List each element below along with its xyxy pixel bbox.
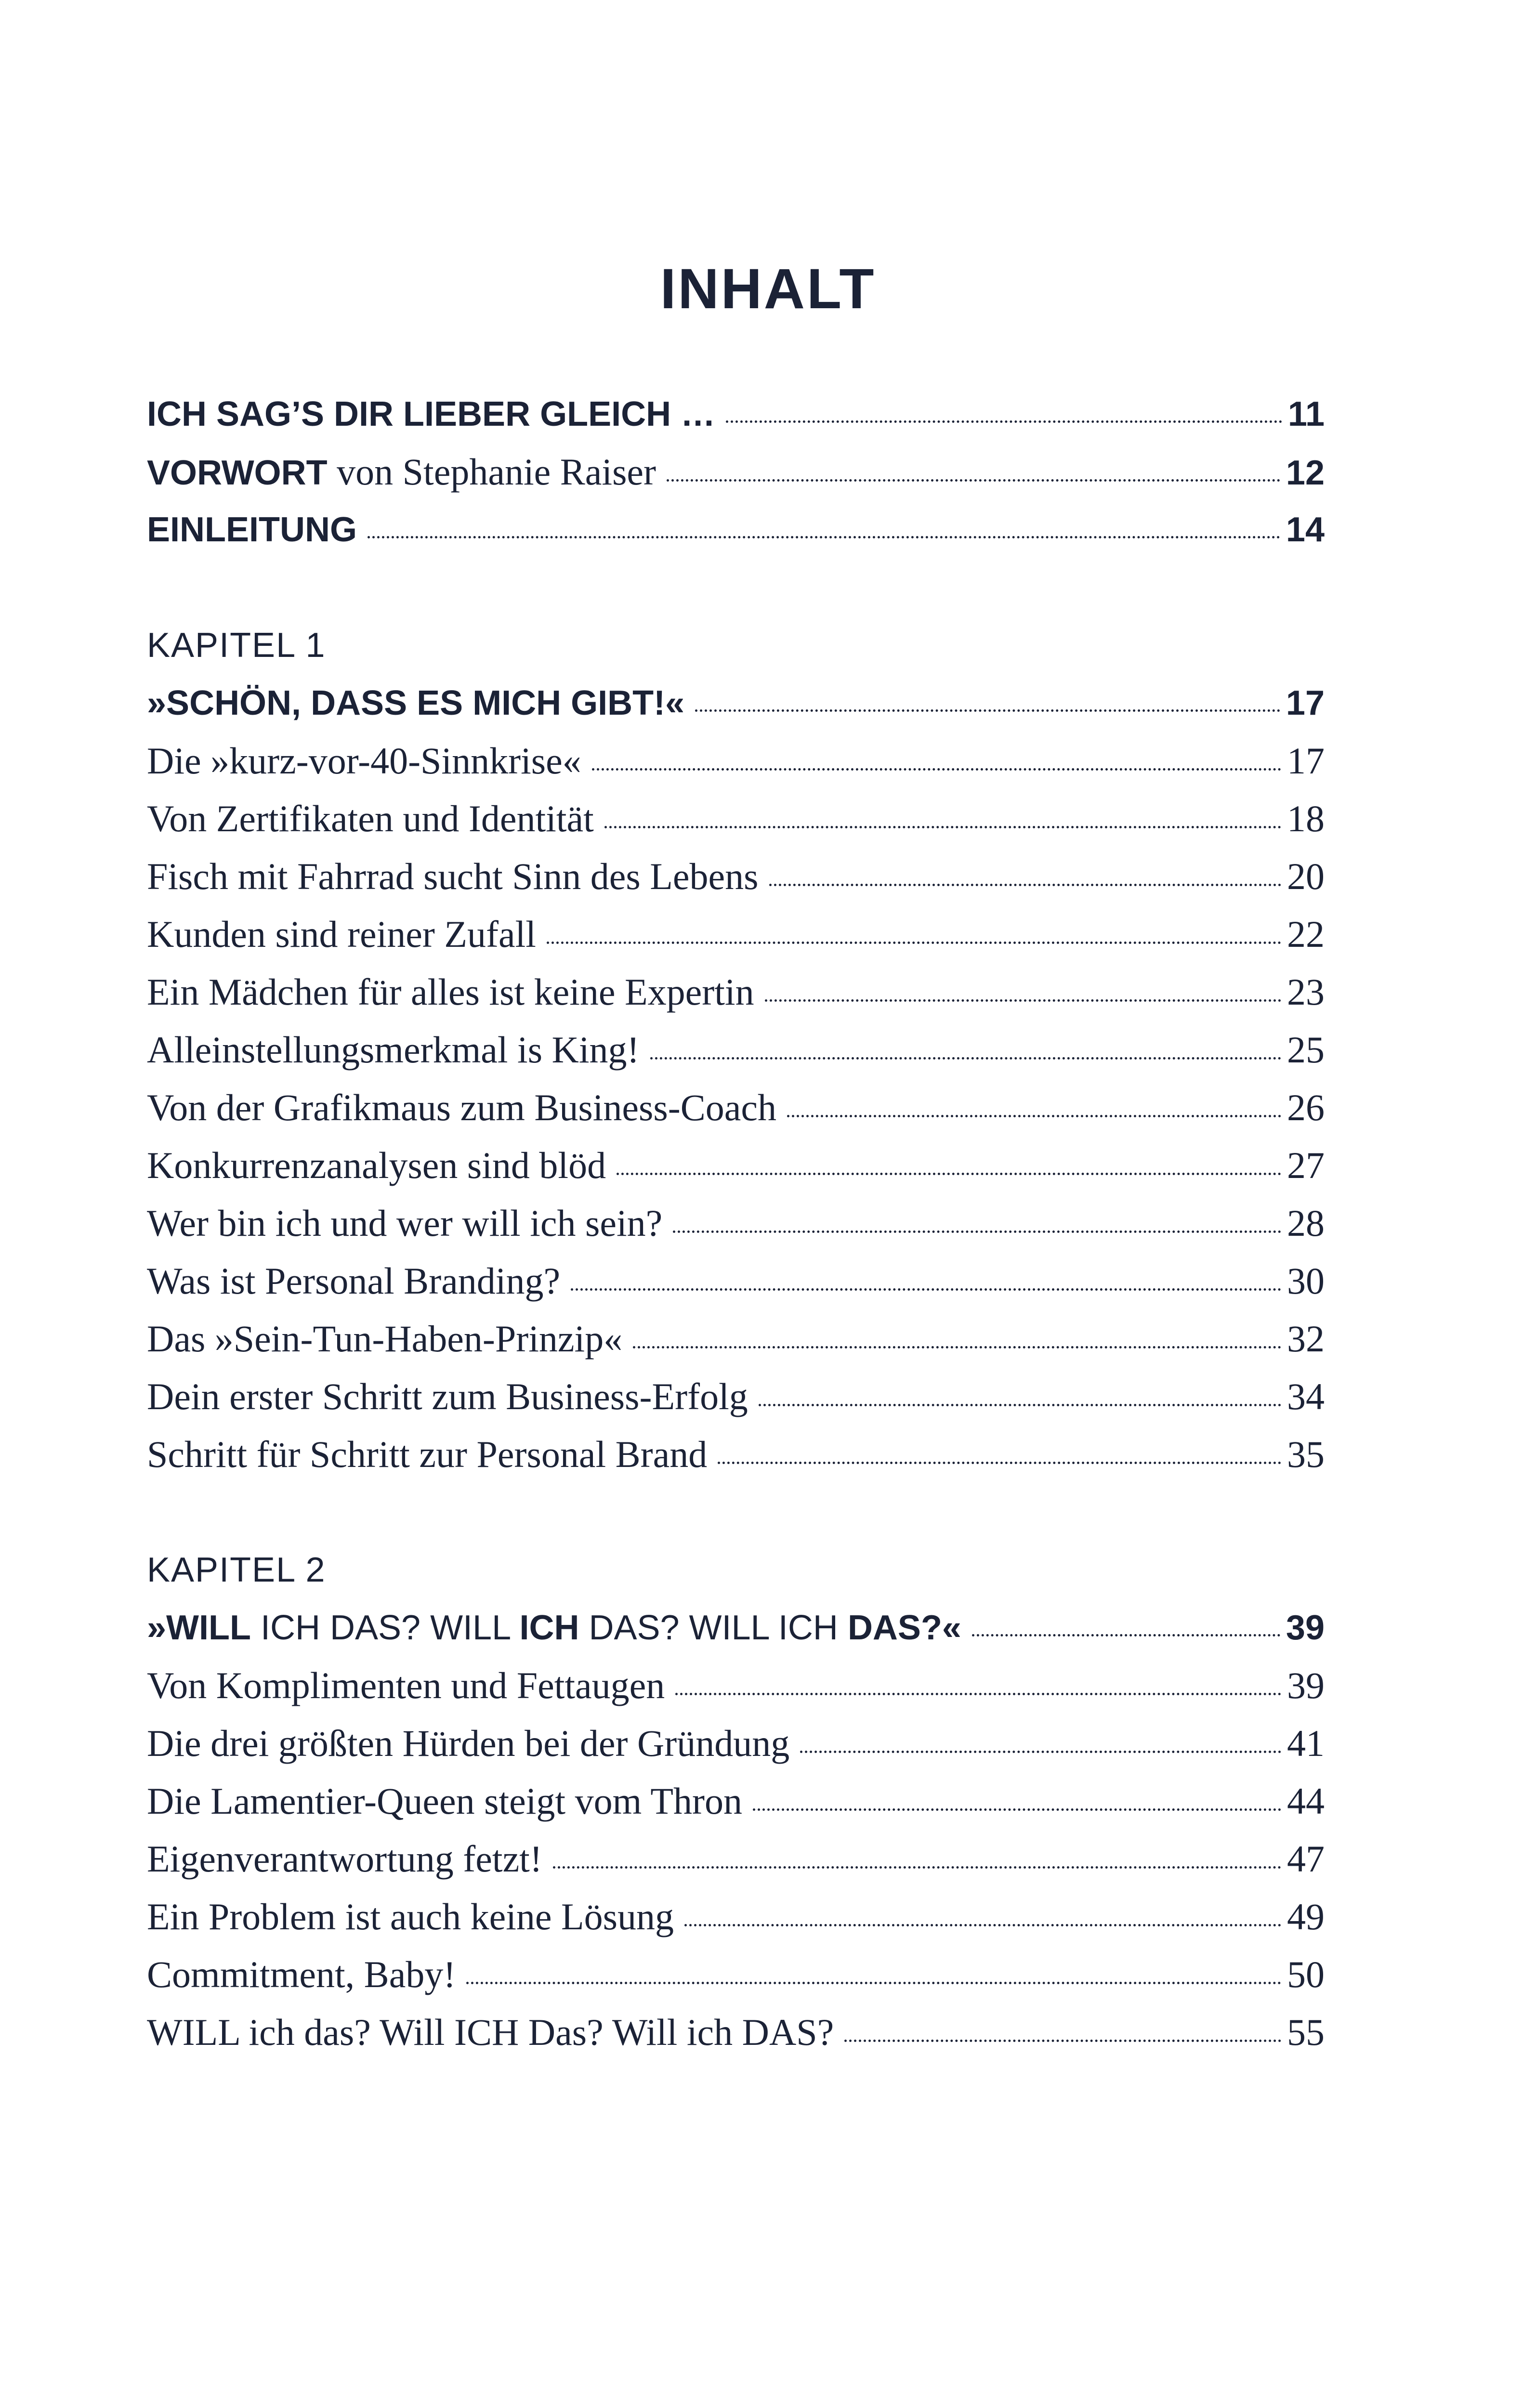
dot-leader	[684, 1924, 1281, 1926]
toc-page-number: 27	[1287, 1144, 1325, 1186]
chapter-title: »SCHÖN, DASS ES MICH GIBT!«	[147, 684, 685, 722]
chapter-title	[147, 1599, 961, 1657]
toc-entry-title: Fisch mit Fahrrad sucht Sinn des Lebens	[147, 855, 759, 897]
dot-leader	[753, 1808, 1281, 1811]
toc-page-number: 47	[1287, 1838, 1325, 1880]
dot-leader	[553, 1866, 1281, 1869]
dot-leader	[765, 999, 1281, 1002]
dot-leader	[769, 884, 1281, 886]
toc-entry[interactable]	[147, 963, 1325, 1021]
toc-entry-title: ICH SAG’S DIR LIEBER GLEICH …	[147, 395, 716, 433]
toc-entry-title: Alleinstellungsmerkmal is King!	[147, 1029, 640, 1071]
toc-entry-title: Eigenverantwortung fetzt!	[147, 1838, 542, 1880]
dot-leader	[844, 2040, 1281, 2042]
toc-entry-ich-sag[interactable]	[147, 385, 1325, 443]
toc-entry-title: Schritt für Schritt zur Personal Brand	[147, 1433, 708, 1475]
toc-page-number: 20	[1287, 855, 1325, 897]
chapter-label: KAPITEL 1	[147, 626, 326, 665]
toc-entry[interactable]	[147, 1079, 1325, 1137]
toc-entry-title	[147, 443, 656, 502]
chapter-label: KAPITEL 2	[147, 1551, 326, 1589]
toc-entry[interactable]	[147, 848, 1325, 905]
chapter-title-part: »WILL	[147, 1609, 251, 1647]
table-of-contents	[147, 385, 1325, 2061]
toc-entry[interactable]	[147, 1310, 1325, 1368]
toc-page-number: 17	[1287, 740, 1325, 782]
toc-page-number: 55	[1287, 2011, 1325, 2053]
toc-entry-title: Die drei größten Hürden bei der Gründung	[147, 1722, 790, 1764]
dot-leader	[633, 1346, 1281, 1348]
dot-leader	[466, 1982, 1281, 1984]
dot-leader	[972, 1634, 1280, 1636]
chapter-title-part: DAS?«	[847, 1609, 961, 1647]
toc-entry-title: Ein Problem ist auch keine Lösung	[147, 1896, 674, 1937]
toc-entry-title: EINLEITUNG	[147, 510, 357, 549]
toc-page-number: 39	[1287, 1664, 1325, 1706]
toc-page-number: 35	[1287, 1433, 1325, 1475]
dot-leader	[800, 1751, 1281, 1753]
toc-page-number: 17	[1286, 684, 1325, 722]
toc-entry-title: Commitment, Baby!	[147, 1953, 456, 1995]
toc-entry[interactable]	[147, 2003, 1325, 2061]
toc-page-number: 39	[1286, 1609, 1325, 1647]
dot-leader	[667, 479, 1280, 482]
dot-leader	[675, 1693, 1281, 1695]
dot-leader	[368, 536, 1280, 538]
toc-entry-title: Ein Mädchen für alles ist keine Expertin	[147, 971, 754, 1013]
toc-entry[interactable]	[147, 1426, 1325, 1483]
chapter-title-part: DAS? WILL ICH	[579, 1609, 848, 1647]
toc-entry-title: Konkurrenzanalysen sind blöd	[147, 1144, 606, 1186]
toc-page-number: 22	[1287, 913, 1325, 955]
toc-entry[interactable]	[147, 1368, 1325, 1426]
toc-page-number: 12	[1286, 454, 1325, 492]
toc-entry-title: Von Zertifikaten und Identität	[147, 798, 594, 839]
dot-leader	[650, 1057, 1281, 1060]
toc-page-number: 26	[1287, 1086, 1325, 1128]
spacer	[147, 559, 1325, 616]
toc-page-number: 30	[1287, 1260, 1325, 1302]
toc-entry-title: Von der Grafikmaus zum Business-Coach	[147, 1086, 776, 1128]
toc-page-number: 50	[1287, 1953, 1325, 1995]
chapter-title-entry[interactable]	[147, 674, 1325, 732]
toc-entry[interactable]	[147, 1252, 1325, 1310]
dot-leader	[718, 1462, 1281, 1464]
toc-entry[interactable]	[147, 1772, 1325, 1830]
toc-entry[interactable]	[147, 732, 1325, 790]
dot-leader	[592, 768, 1281, 771]
toc-entry[interactable]	[147, 1946, 1325, 2003]
toc-entry-title: Von Komplimenten und Fettaugen	[147, 1664, 665, 1706]
dot-leader	[759, 1404, 1281, 1406]
dot-leader	[571, 1288, 1281, 1291]
page-title: INHALT	[660, 257, 876, 321]
toc-page-number: 25	[1287, 1029, 1325, 1071]
toc-entry[interactable]	[147, 1714, 1325, 1772]
spacer	[147, 1483, 1325, 1541]
toc-entry[interactable]	[147, 905, 1325, 963]
toc-page-number: 44	[1287, 1780, 1325, 1822]
toc-entry-title: Das »Sein-Tun-Haben-Prinzip«	[147, 1318, 623, 1360]
dot-leader	[787, 1115, 1281, 1117]
toc-entry[interactable]	[147, 1657, 1325, 1714]
dot-leader	[726, 420, 1282, 423]
toc-page-number: 23	[1287, 971, 1325, 1013]
toc-page-number: 41	[1287, 1722, 1325, 1764]
chapter-title-part: ICH DAS? WILL	[250, 1609, 520, 1647]
toc-entry-title: WILL ich das? Will ICH Das? Will ich DAS?	[147, 2011, 834, 2053]
toc-page-number: 34	[1287, 1375, 1325, 1417]
toc-entry-einleitung[interactable]	[147, 501, 1325, 559]
toc-entry-vorwort[interactable]	[147, 443, 1325, 501]
toc-page-number: 18	[1287, 798, 1325, 839]
toc-entry[interactable]	[147, 1888, 1325, 1946]
toc-entry-title: Kunden sind reiner Zufall	[147, 913, 536, 955]
vorwort-label: VORWORT	[147, 454, 328, 492]
toc-page-number: 28	[1287, 1202, 1325, 1244]
toc-entry[interactable]	[147, 1137, 1325, 1194]
toc-entry[interactable]	[147, 1830, 1325, 1888]
dot-leader	[547, 942, 1281, 944]
toc-entry-title: Dein erster Schritt zum Business-Erfolg	[147, 1375, 748, 1417]
toc-entry-title: Was ist Personal Branding?	[147, 1260, 561, 1302]
vorwort-author: von Stephanie Raiser	[327, 451, 656, 493]
dot-leader	[695, 709, 1280, 712]
toc-page-number: 11	[1287, 395, 1325, 433]
dot-leader	[604, 826, 1281, 828]
toc-page-number: 14	[1286, 510, 1325, 549]
toc-entry-title: Wer bin ich und wer will ich sein?	[147, 1202, 663, 1244]
toc-entry[interactable]	[147, 1021, 1325, 1079]
toc-entry[interactable]	[147, 1194, 1325, 1252]
chapter-title-part: ICH	[519, 1609, 579, 1647]
chapter-title-entry[interactable]	[147, 1599, 1325, 1657]
dot-leader	[617, 1173, 1281, 1175]
dot-leader	[673, 1230, 1281, 1233]
toc-page-number: 49	[1287, 1896, 1325, 1937]
toc-page-number: 32	[1287, 1318, 1325, 1360]
toc-entry-title: Die »kurz-vor-40-Sinnkrise«	[147, 740, 581, 782]
toc-entry[interactable]	[147, 790, 1325, 848]
toc-entry-title: Die Lamentier-Queen steigt vom Thron	[147, 1780, 742, 1822]
